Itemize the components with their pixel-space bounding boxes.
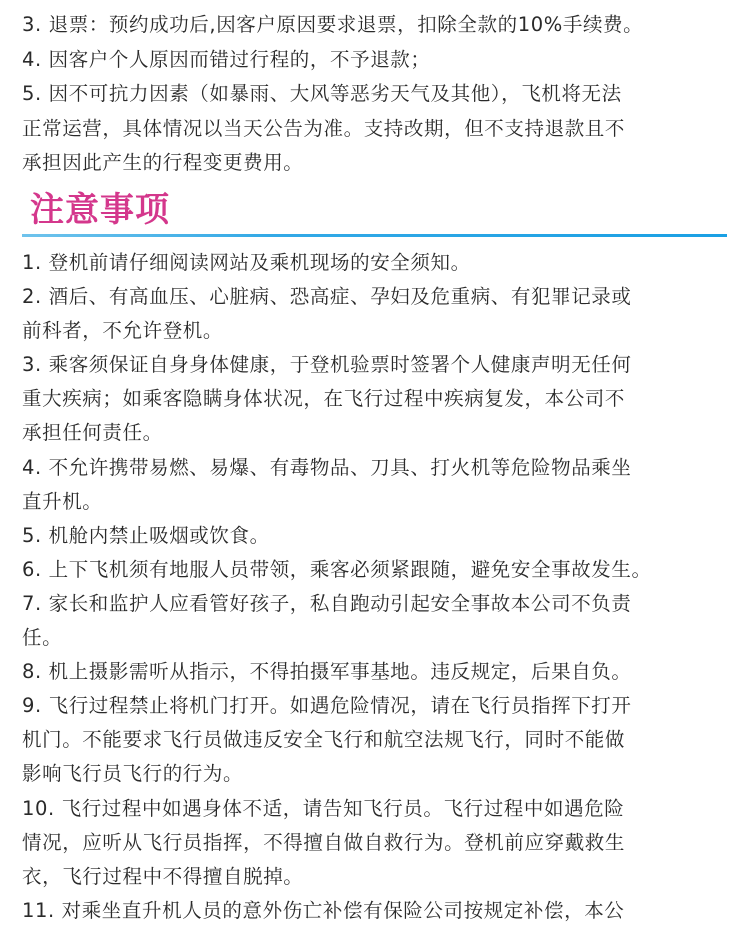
refund-rules-list — [22, 8, 722, 181]
note-item — [22, 553, 727, 587]
text-line: 影响飞行员飞行的行为。 — [22, 762, 244, 786]
text-line: 9. 飞行过程禁止将机门打开。如遇危险情况，请在飞行员指挥下打开 — [22, 694, 632, 718]
text-line: 3. 乘客须保证自身身体健康，于登机验票时签署个人健康声明无任何 — [22, 353, 632, 377]
section-title: 注意事项 — [30, 190, 170, 230]
text-line: 11. 对乘坐直升机人员的意外伤亡补偿有保险公司按规定补偿，本公 — [22, 898, 625, 922]
text-line: 6. 上下飞机须有地服人员带领，乘客必须紧跟随，避免安全事故发生。 — [22, 557, 652, 581]
note-item — [22, 587, 727, 655]
note-item — [22, 451, 727, 519]
text-line: 任。 — [22, 626, 63, 650]
text-line: 5. 机舱内禁止吸烟或饮食。 — [22, 523, 270, 547]
text-line: 4. 因客户个人原因而错过行程的，不予退款； — [22, 47, 431, 71]
text-line: 正常运营，具体情况以当天公告为准。支持改期，但不支持退款且不 — [22, 116, 626, 140]
notes-section-header — [22, 182, 727, 242]
text-line: 承担任何责任。 — [22, 421, 163, 445]
text-line: 情况，应听从飞行员指挥，不得擅自做自救行为。登机前应穿戴救生 — [22, 830, 626, 854]
text-line: 承担因此产生的行程变更费用。 — [22, 151, 304, 174]
text-line: 前科者，不允许登机。 — [22, 319, 224, 343]
note-item — [22, 519, 727, 553]
note-item — [22, 792, 727, 894]
note-item — [22, 348, 727, 450]
note-item — [22, 894, 727, 928]
note-item — [22, 689, 727, 791]
refund-rule-item — [22, 77, 722, 181]
text-line: 衣，飞行过程中不得擅自脱掉。 — [22, 864, 304, 888]
text-line: 机门。不能要求飞行员做违反安全飞行和航空法规飞行，同时不能做 — [22, 728, 626, 752]
section-divider — [22, 234, 727, 237]
text-line: 8. 机上摄影需听从指示，不得拍摄军事基地。违反规定，后果自负。 — [22, 660, 632, 684]
text-line: 2. 酒后、有高血压、心脏病、恐高症、孕妇及危重病、有犯罪记录或 — [22, 285, 632, 309]
note-item — [22, 280, 727, 348]
text-line: 3. 退票：预约成功后,因客户原因要求退票，扣除全款的10%手续费。 — [22, 13, 644, 36]
text-line: 5. 因不可抗力因素（如暴雨、大风等恶劣天气及其他），飞机将无法 — [22, 82, 622, 105]
note-item — [22, 246, 727, 280]
text-line: 直升机。 — [22, 489, 103, 513]
refund-rule-item — [22, 8, 722, 43]
text-line: 重大疾病；如乘客隐瞒身体状况，在飞行过程中疾病复发，本公司不 — [22, 387, 626, 411]
note-item — [22, 655, 727, 689]
text-line: 10. 飞行过程中如遇身体不适，请告知飞行员。飞行过程中如遇危险 — [22, 796, 625, 820]
text-line: 1. 登机前请仔细阅读网站及乘机现场的安全须知。 — [22, 251, 471, 274]
notes-list — [22, 246, 727, 928]
refund-rule-item — [22, 43, 722, 78]
text-line: 4. 不允许携带易燃、易爆、有毒物品、刀具、打火机等危险物品乘坐 — [22, 455, 632, 479]
text-line: 7. 家长和监护人应看管好孩子，私自跑动引起安全事故本公司不负责 — [22, 591, 632, 615]
